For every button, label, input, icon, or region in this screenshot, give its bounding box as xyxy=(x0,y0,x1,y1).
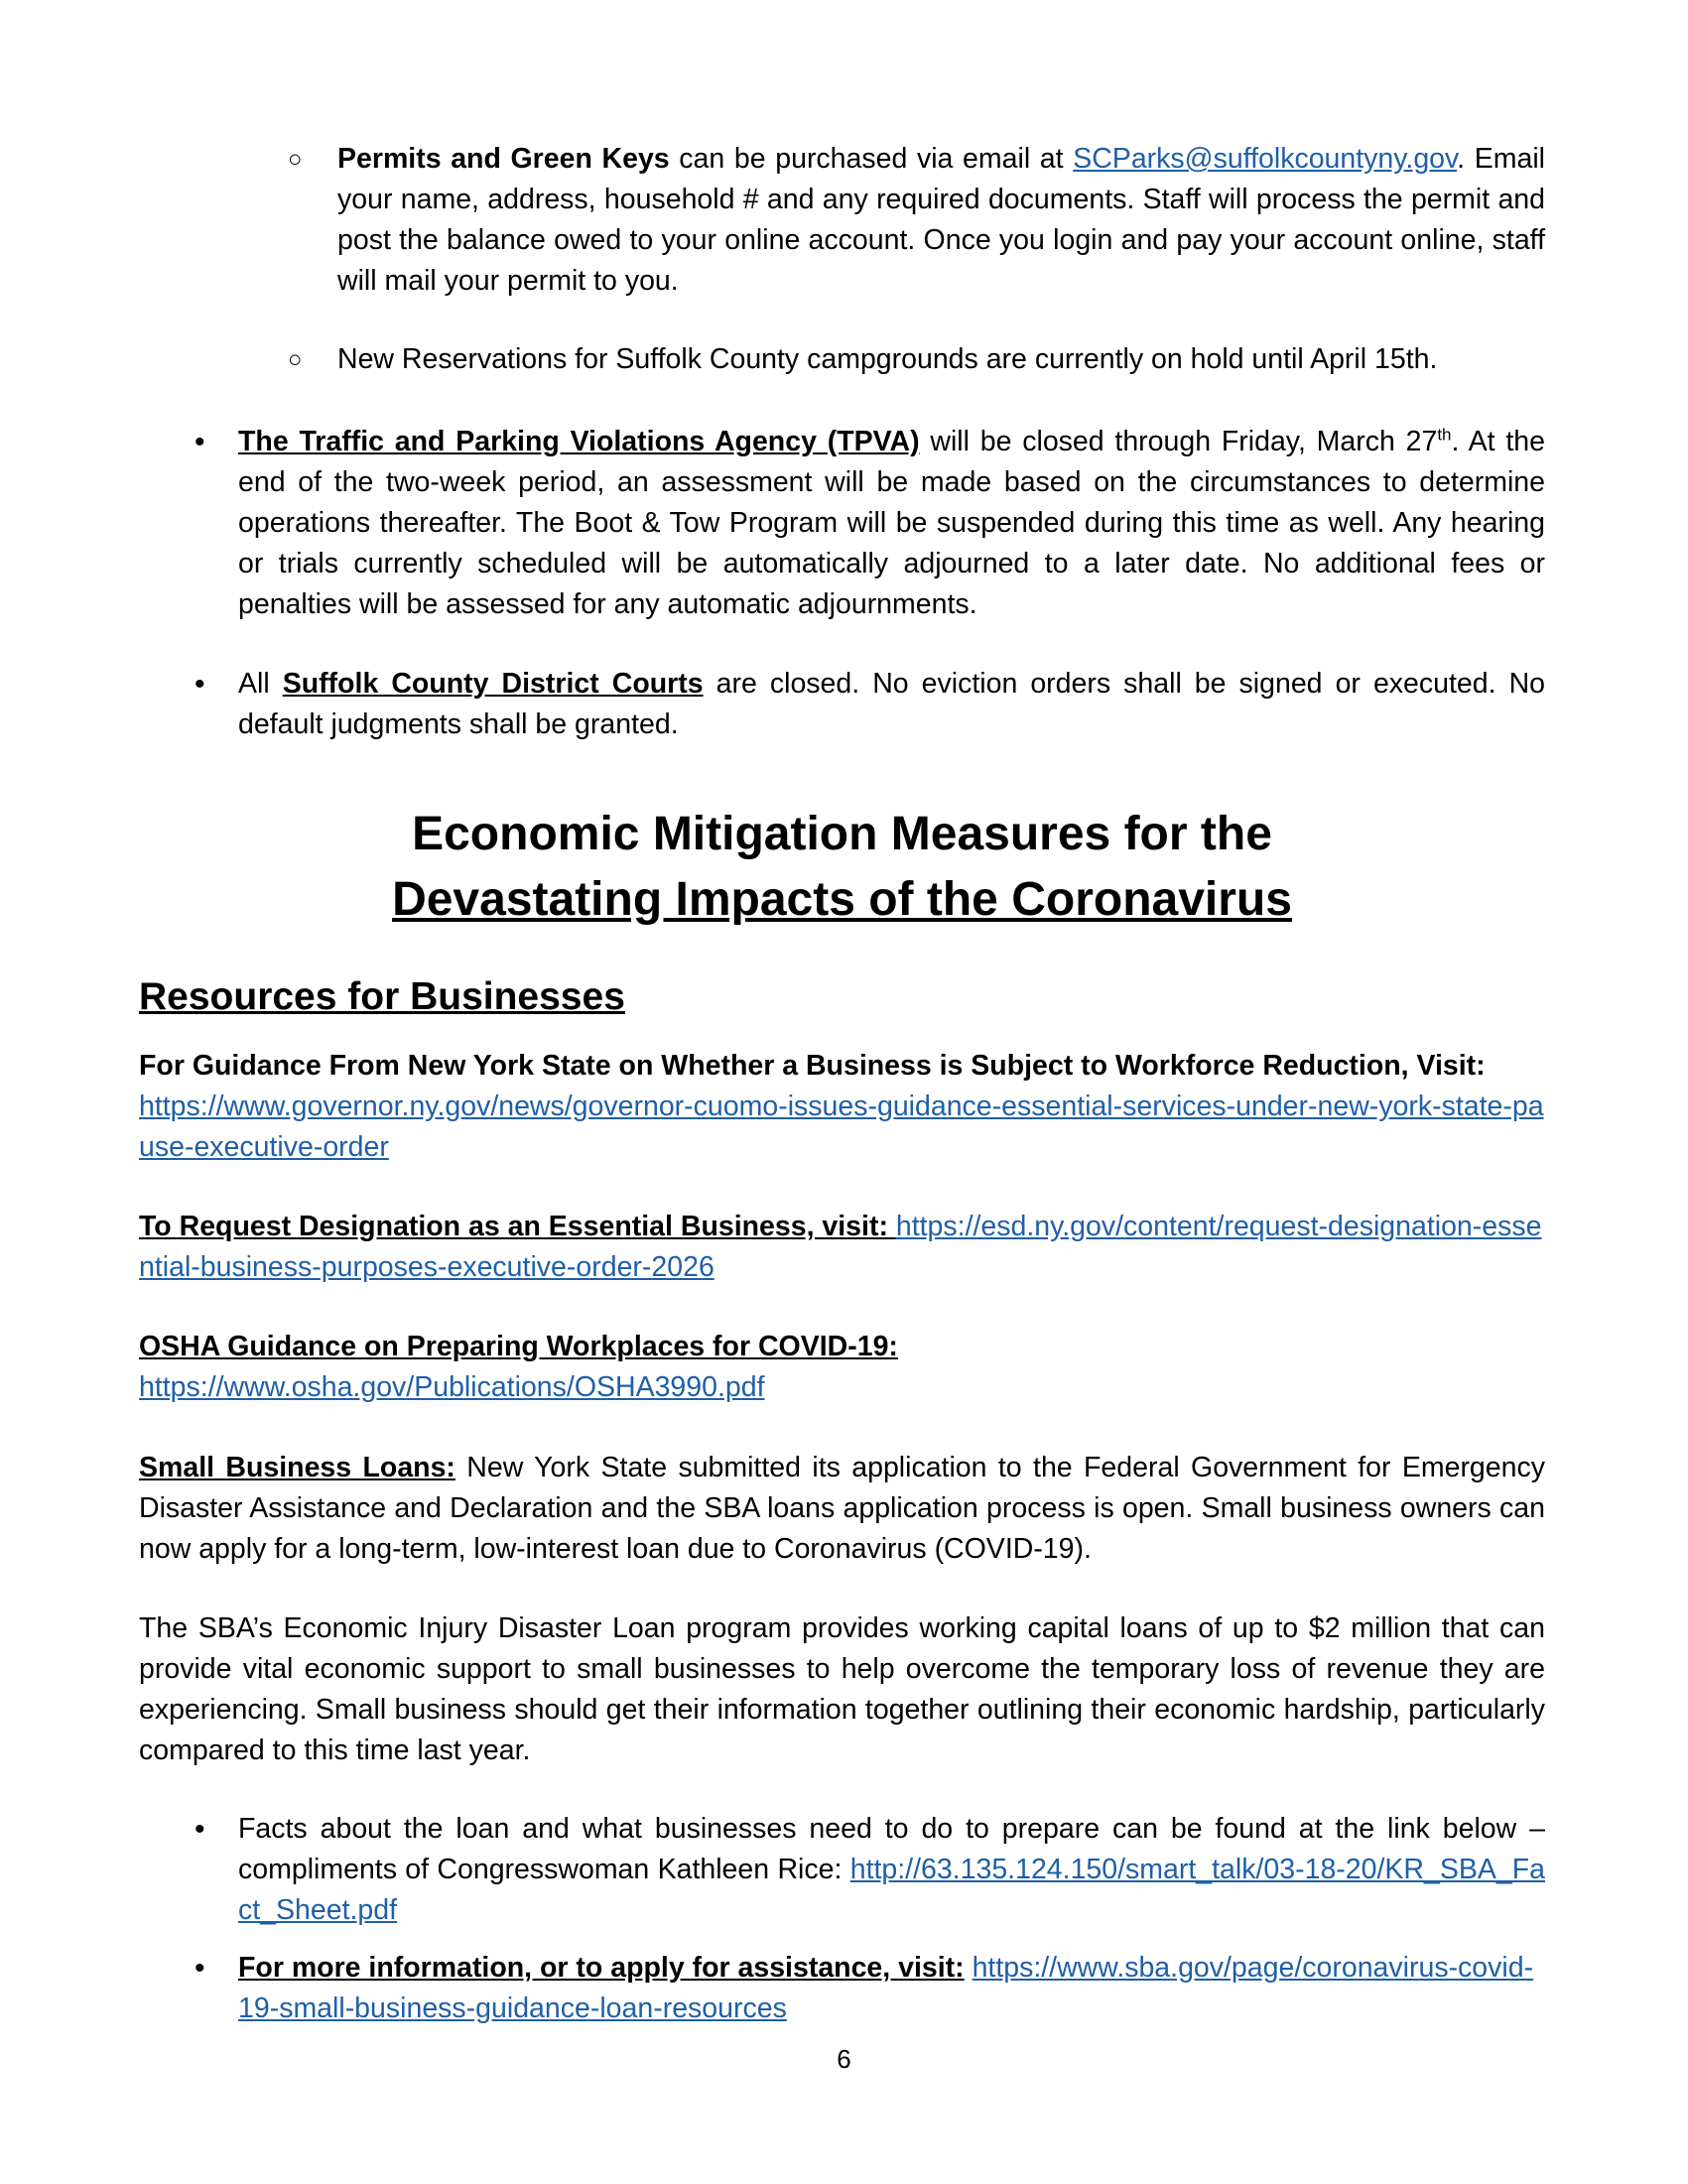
designation-block xyxy=(139,1207,1545,1288)
parks-email-link[interactable]: SCParks@suffolkcountyny.gov xyxy=(1073,143,1458,175)
facts-text: Facts about the loan and what businesses need to do to prepare can be found at the link below – compliments of Congresswoman Kathleen Rice: xyxy=(238,1813,1545,1885)
tpva-sup: th xyxy=(1437,425,1452,445)
resources-heading: Resources for Businesses xyxy=(139,975,625,1018)
permits-pre: can be purchased via email at xyxy=(669,143,1074,175)
courts-item xyxy=(195,664,1545,745)
tpva-item xyxy=(195,422,1545,625)
osha-link[interactable]: https://www.osha.gov/Publications/OSHA3990.pdf xyxy=(139,1371,765,1403)
heading-line-1: Economic Mitigation Measures for the xyxy=(412,808,1272,860)
facts-item xyxy=(195,1809,1545,1931)
moreinfo-link[interactable]: https://www.sba.gov/page/coronavirus-covid-19-small-business-guidance-loan-resources xyxy=(238,1952,1534,2024)
moreinfo-item xyxy=(195,1948,1545,2029)
permits-item xyxy=(288,139,1545,302)
designation-link[interactable]: https://esd.ny.gov/content/request-designation-essential-business-purposes-executive-order-2026 xyxy=(139,1211,1542,1283)
facts-link[interactable]: http://63.135.124.150/smart_talk/03-18-20/KR_SBA_Fact_Sheet.pdf xyxy=(238,1854,1545,1926)
permits-bold: Permits and Green Keys xyxy=(337,143,670,175)
courts-pre: All xyxy=(238,668,283,700)
circle-bullet-icon: ○ xyxy=(288,146,303,173)
heading-line-2: Devastating Impacts of the Coronavirus xyxy=(392,873,1292,926)
page-number: 6 xyxy=(837,2044,851,2074)
osha-block xyxy=(139,1327,1545,1408)
guidance-label: For Guidance From New York State on Whether a Business is Subject to Workforce Reduction, Visit: xyxy=(139,1050,1486,1082)
reservations-text: New Reservations for Suffolk County campgrounds are currently on hold until April 15th. xyxy=(337,343,1438,375)
guidance-link[interactable]: https://www.governor.ny.gov/news/governor-cuomo-issues-guidance-essential-services-under-new-york-state-pause-executive-order xyxy=(139,1091,1544,1163)
courts-post: are closed. No eviction orders shall be signed or executed. No default judgments shall be granted. xyxy=(238,668,1545,740)
tpva-link[interactable]: The Traffic and Parking Violations Agency (TPVA) xyxy=(238,426,920,457)
designation-label: To Request Designation as an Essential Business, visit: xyxy=(139,1211,896,1242)
moreinfo-label: For more information, or to apply for assistance, visit: xyxy=(238,1952,965,1984)
osha-label: OSHA Guidance on Preparing Workplaces for COVID-19: xyxy=(139,1331,898,1362)
bullet-dot-icon: • xyxy=(195,668,205,701)
bullet-dot-icon: • xyxy=(195,1952,205,1985)
section-heading xyxy=(139,802,1545,933)
loans-text: New York State submitted its application to the Federal Government for Emergency Disaster Assistance and Declaration and the SBA loans application process is open. Small business owners can now apply for a long-term, low-interest loan due to Coronavirus (COVID-19). xyxy=(139,1452,1545,1565)
circle-bullet-icon: ○ xyxy=(288,346,303,373)
loans-label: Small Business Loans: xyxy=(139,1452,455,1483)
loans-block xyxy=(139,1448,1545,1570)
tpva-post: . At the end of the two-week period, an assessment will be made based on the circumstances to determine operations thereafter. The Boot & Tow Program will be suspended during this time as well. Any hearing or trials currently scheduled will be automatically adjourned to a later date. No additional fees or penalties will be assessed for any automatic adjournments. xyxy=(238,426,1545,620)
eidl-text: The SBA’s Economic Injury Disaster Loan program provides working capital loans of up to $2 million that can provide vital economic support to small businesses to help overcome the temporary loss of revenue they are experiencing. Small business should get their information together outlining their economic hardship, particularly compared to this time last year. xyxy=(139,1612,1545,1766)
tpva-pre: will be closed through Friday, March 27 xyxy=(919,426,1438,457)
courts-link[interactable]: Suffolk County District Courts xyxy=(282,668,704,700)
permits-post: . Email your name, address, household # and any required documents. Staff will process the permit and post the balance owed to your online account. Once you login and pay your account online, staff will mail your permit to you. xyxy=(337,143,1545,297)
bullet-dot-icon: • xyxy=(195,426,205,458)
eidl-block xyxy=(139,1608,1545,1771)
reservations-item xyxy=(288,339,1545,380)
bullet-dot-icon: • xyxy=(195,1813,205,1846)
guidance-block xyxy=(139,1046,1545,1168)
